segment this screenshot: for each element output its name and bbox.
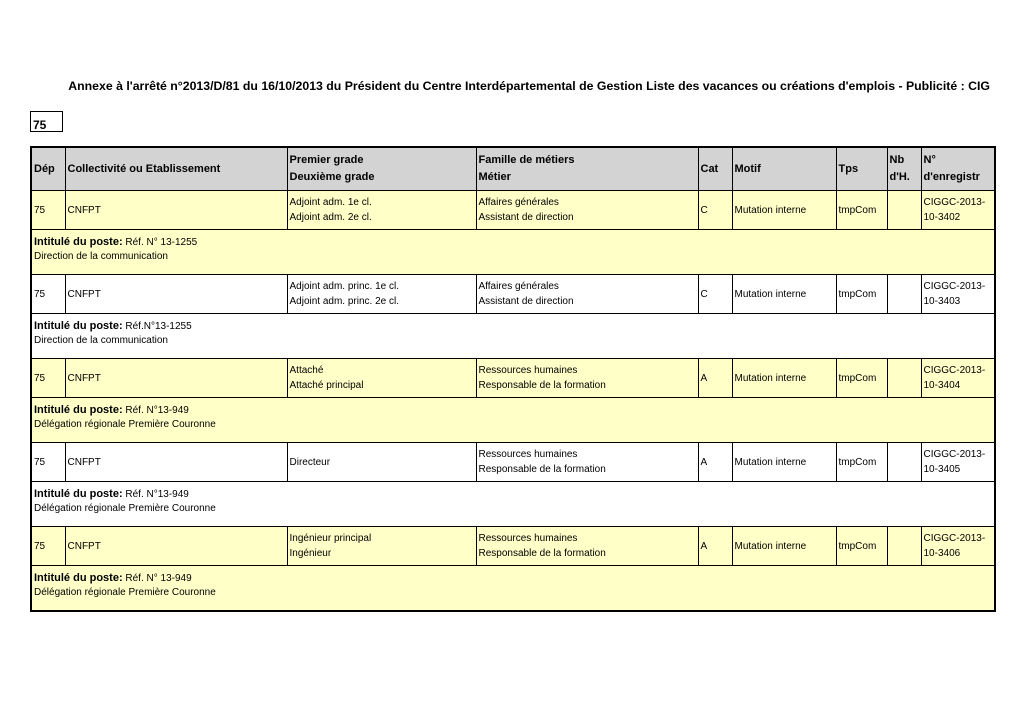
document-title: Annexe à l'arrêté n°2013/D/81 du 16/10/2013 du Président du Centre Interdépartemental de Gestion Liste des vacances ou créations d'emplois - Publicité : CIG <box>68 79 990 93</box>
header-enregistr: d'enregistr <box>923 171 980 183</box>
header-grades <box>287 147 476 191</box>
intitule-ref: Réf. N°13-949 <box>125 489 189 500</box>
cell-intitule <box>31 398 995 443</box>
cell-intitule <box>31 566 995 612</box>
intitule-label: Intitulé du poste: <box>34 404 123 416</box>
cell-famille: Ressources humaines <box>478 533 578 544</box>
cell-dep: 75 <box>31 359 65 398</box>
intitule-label: Intitulé du poste: <box>34 320 123 332</box>
intitule-service: Délégation régionale Première Couronne <box>34 503 216 514</box>
cell-grade1: Attaché <box>289 365 324 376</box>
cell-numero <box>921 359 995 398</box>
cell-grade1: Ingénieur principal <box>289 533 372 544</box>
cell-motif: Mutation interne <box>732 443 836 482</box>
header-famille: Famille de métiers <box>478 154 575 166</box>
cell-grade2: Ingénieur <box>289 548 332 559</box>
cell-metier: Assistant de direction <box>478 212 574 223</box>
cell-metier: Assistant de direction <box>478 296 574 307</box>
cell-cat: A <box>698 359 732 398</box>
cell-motif: Mutation interne <box>732 359 836 398</box>
cell-grades <box>287 359 476 398</box>
table-row-description <box>31 482 995 527</box>
cell-cat: C <box>698 275 732 314</box>
table-row-description <box>31 314 995 359</box>
cell-famille: Ressources humaines <box>478 449 578 460</box>
table-row <box>31 527 995 566</box>
header-nb-heures <box>887 147 921 191</box>
cell-intitule <box>31 482 995 527</box>
table-row-description <box>31 398 995 443</box>
cell-metier: Responsable de la formation <box>478 380 606 391</box>
cell-collectivite: CNFPT <box>65 527 287 566</box>
cell-collectivite: CNFPT <box>65 191 287 230</box>
cell-cat: C <box>698 191 732 230</box>
intitule-service: Direction de la communication <box>34 251 168 262</box>
intitule-label: Intitulé du poste: <box>34 488 123 500</box>
header-collectivite: Collectivité ou Etablissement <box>65 147 287 191</box>
cell-grades <box>287 443 476 482</box>
cell-tps: tmpCom <box>836 275 887 314</box>
cell-nb <box>887 275 921 314</box>
cell-motif: Mutation interne <box>732 191 836 230</box>
cell-dep: 75 <box>31 191 65 230</box>
cell-famille-metier <box>476 359 698 398</box>
intitule-label: Intitulé du poste: <box>34 572 123 584</box>
table-row <box>31 191 995 230</box>
header-dep: Dép <box>31 147 65 191</box>
cell-num2: 10-3406 <box>923 548 961 559</box>
cell-collectivite: CNFPT <box>65 275 287 314</box>
header-motif: Motif <box>732 147 836 191</box>
cell-famille: Affaires générales <box>478 281 559 292</box>
cell-num2: 10-3404 <box>923 380 961 391</box>
header-famille-metier <box>476 147 698 191</box>
cell-nb <box>887 443 921 482</box>
intitule-ref: Réf. N° 13-949 <box>125 573 192 584</box>
intitule-ref: Réf. N° 13-1255 <box>125 237 198 248</box>
header-tps: Tps <box>836 147 887 191</box>
cell-collectivite: CNFPT <box>65 359 287 398</box>
header-numero <box>921 147 995 191</box>
intitule-label: Intitulé du poste: <box>34 236 123 248</box>
table-header-row <box>31 147 995 191</box>
header-deuxieme-grade: Deuxième grade <box>289 171 375 183</box>
cell-famille-metier <box>476 275 698 314</box>
vacancies-table <box>30 146 996 612</box>
cell-dep: 75 <box>31 527 65 566</box>
department-box: 75 <box>30 111 63 132</box>
table-row-description <box>31 230 995 275</box>
cell-grade1: Directeur <box>289 456 331 468</box>
cell-nb <box>887 359 921 398</box>
cell-nb <box>887 527 921 566</box>
cell-intitule <box>31 314 995 359</box>
header-metier: Métier <box>478 171 511 183</box>
cell-cat: A <box>698 527 732 566</box>
cell-famille-metier <box>476 443 698 482</box>
table-row <box>31 443 995 482</box>
cell-motif: Mutation interne <box>732 275 836 314</box>
header-nb: Nb <box>889 154 905 166</box>
cell-num1: CIGGC-2013- <box>923 449 986 460</box>
header-dh: d'H. <box>889 171 910 183</box>
intitule-service: Direction de la communication <box>34 335 168 346</box>
cell-famille-metier <box>476 527 698 566</box>
cell-num2: 10-3405 <box>923 464 961 475</box>
cell-grade2: Adjoint adm. princ. 2e cl. <box>289 296 399 307</box>
cell-famille: Ressources humaines <box>478 365 578 376</box>
cell-num1: CIGGC-2013- <box>923 365 986 376</box>
cell-grade2: Adjoint adm. 2e cl. <box>289 212 372 223</box>
cell-tps: tmpCom <box>836 191 887 230</box>
cell-numero <box>921 527 995 566</box>
cell-numero <box>921 191 995 230</box>
cell-num2: 10-3402 <box>923 212 961 223</box>
cell-numero <box>921 443 995 482</box>
table-row <box>31 359 995 398</box>
cell-grades <box>287 191 476 230</box>
cell-famille-metier <box>476 191 698 230</box>
cell-num2: 10-3403 <box>923 296 961 307</box>
table-row <box>31 275 995 314</box>
cell-num1: CIGGC-2013- <box>923 197 986 208</box>
cell-motif: Mutation interne <box>732 527 836 566</box>
intitule-service: Délégation régionale Première Couronne <box>34 419 216 430</box>
cell-grade2: Attaché principal <box>289 380 364 391</box>
cell-dep: 75 <box>31 443 65 482</box>
cell-intitule <box>31 230 995 275</box>
cell-grades <box>287 527 476 566</box>
cell-numero <box>921 275 995 314</box>
cell-cat: A <box>698 443 732 482</box>
cell-num1: CIGGC-2013- <box>923 281 986 292</box>
cell-tps: tmpCom <box>836 443 887 482</box>
cell-metier: Responsable de la formation <box>478 548 606 559</box>
header-premier-grade: Premier grade <box>289 154 364 166</box>
cell-nb <box>887 191 921 230</box>
cell-dep: 75 <box>31 275 65 314</box>
intitule-ref: Réf. N°13-949 <box>125 405 189 416</box>
table-row-description <box>31 566 995 612</box>
cell-tps: tmpCom <box>836 527 887 566</box>
cell-tps: tmpCom <box>836 359 887 398</box>
cell-grade1: Adjoint adm. princ. 1e cl. <box>289 281 399 292</box>
cell-num1: CIGGC-2013- <box>923 533 986 544</box>
header-num: N° <box>923 154 936 166</box>
cell-collectivite: CNFPT <box>65 443 287 482</box>
intitule-ref: Réf.N°13-1255 <box>125 321 192 332</box>
cell-metier: Responsable de la formation <box>478 464 606 475</box>
cell-grades <box>287 275 476 314</box>
intitule-service: Délégation régionale Première Couronne <box>34 587 216 598</box>
header-cat: Cat <box>698 147 732 191</box>
cell-grade1: Adjoint adm. 1e cl. <box>289 197 372 208</box>
cell-famille: Affaires générales <box>478 197 559 208</box>
